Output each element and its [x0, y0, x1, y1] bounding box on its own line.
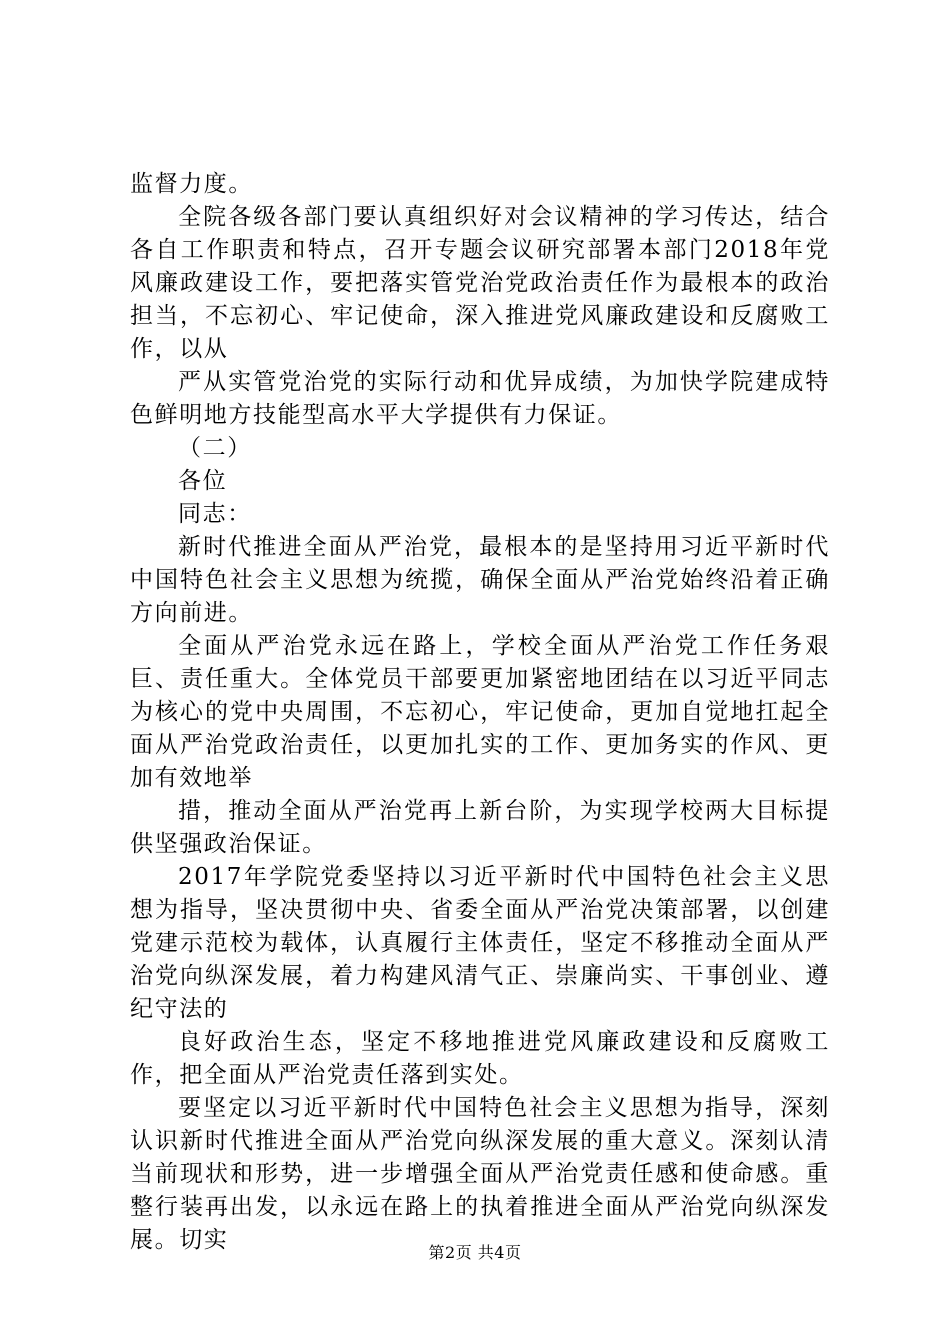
- paragraph-3: 严从实管党治党的实际行动和优异成绩，为加快学院建成特色鲜明地方技能型高水平大学提供有力保证。: [130, 369, 830, 428]
- document-body: [130, 168, 830, 1257]
- paragraph-6: 措，推动全面从严治党再上新台阶，为实现学校两大目标提供坚强政治保证。: [130, 798, 830, 857]
- salutation-line-1: 各位: [178, 468, 228, 494]
- paragraph-1: 监督力度。: [130, 171, 253, 197]
- section-heading: （二）: [178, 435, 252, 461]
- paragraph-2: 全院各级各部门要认真组织好对会议精神的学习传达，结合各自工作职责和特点，召开专题会议研究部署本部门2018年党风廉政建设工作，要把落实管党治党政治责任作为最根本的政治担当，不忘初心、牢记使命，深入推进党风廉政建设和反腐败工作，以从: [130, 204, 830, 362]
- paragraph-4: 新时代推进全面从严治党，最根本的是坚持用习近平新时代中国特色社会主义思想为统揽，确保全面从严治党始终沿着正确方向前进。: [130, 534, 830, 626]
- paragraph-5: 全面从严治党永远在路上，学校全面从严治党工作任务艰巨、责任重大。全体党员干部要更加紧密地团结在以习近平同志为核心的党中央周围，不忘初心，牢记使命，更加自觉地扛起全面从严治党政治责任，以更加扎实的工作、更加务实的作风、更加有效地举: [130, 633, 830, 791]
- salutation-line-2: 同志：: [178, 501, 252, 527]
- paragraph-7: 2017年学院党委坚持以习近平新时代中国特色社会主义思想为指导，坚决贯彻中央、省委全面从严治党决策部署，以创建党建示范校为载体，认真履行主体责任，坚定不移推动全面从严治党向纵深发展，着力构建风清气正、崇廉尚实、干事创业、遵纪守法的: [130, 864, 830, 1022]
- page-number: 第2页 共4页: [428, 1243, 522, 1262]
- page-footer: [0, 1243, 950, 1263]
- paragraph-9: 要坚定以习近平新时代中国特色社会主义思想为指导，深刻认识新时代推进全面从严治党向纵深发展的重大意义。深刻认清当前现状和形势，进一步增强全面从严治党责任感和使命感。重整行装再出发，以永远在路上的执着推进全面从严治党向纵深发展。切实: [130, 1095, 830, 1253]
- paragraph-8: 良好政治生态，坚定不移地推进党风廉政建设和反腐败工作，把全面从严治党责任落到实处。: [130, 1029, 830, 1088]
